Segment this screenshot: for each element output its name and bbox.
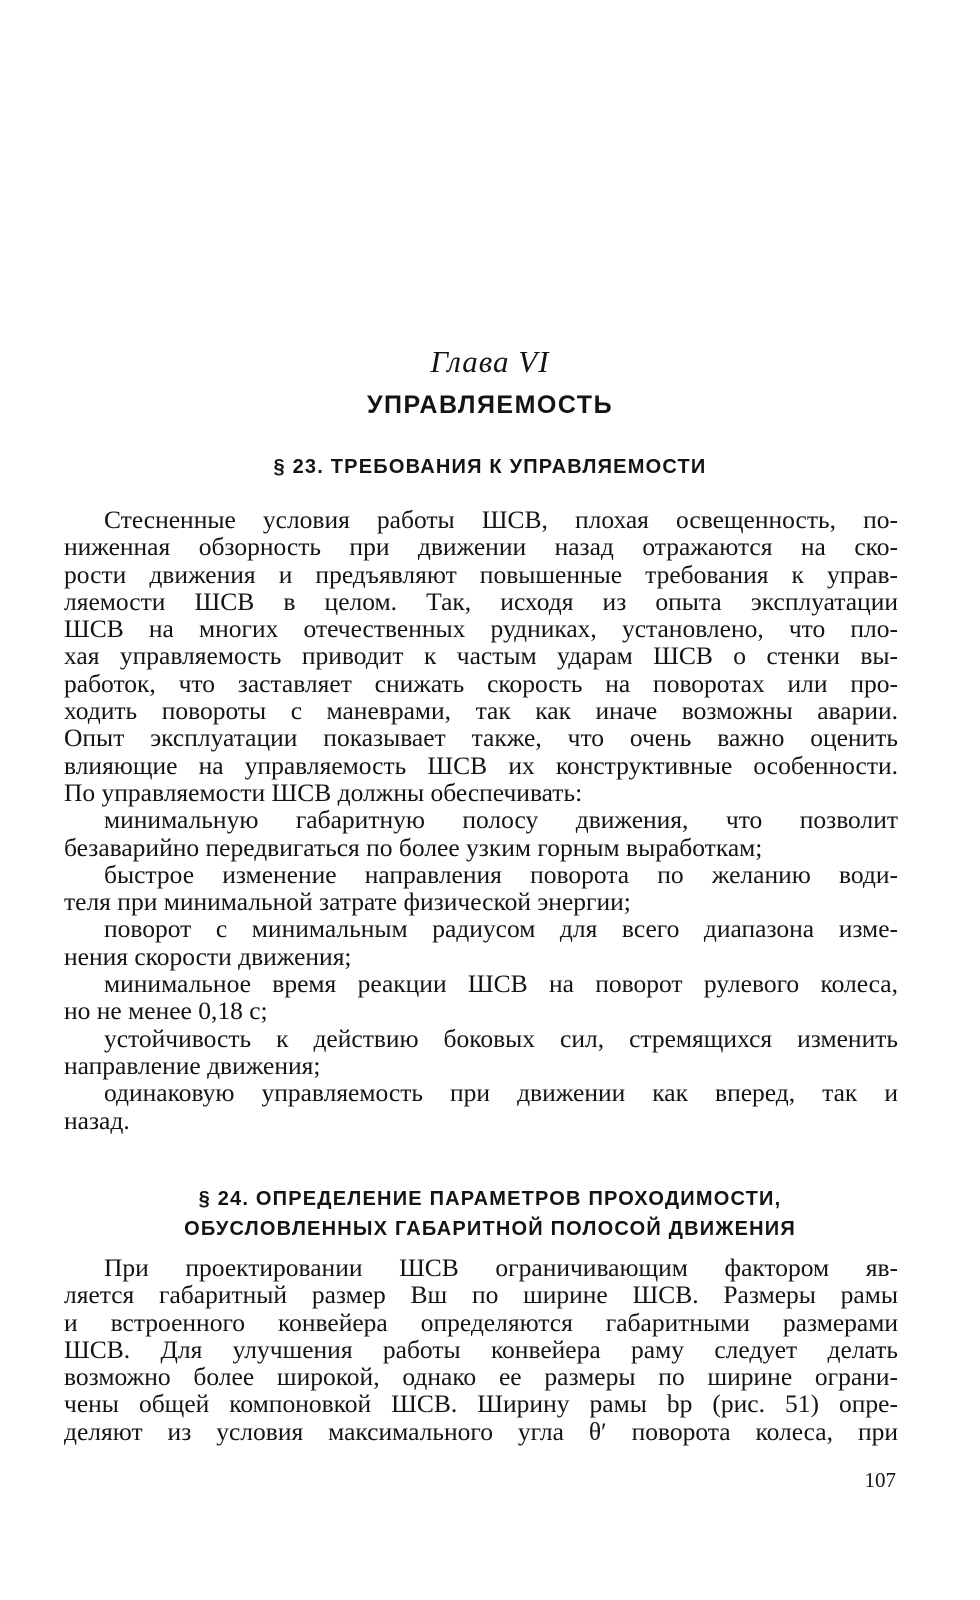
text-line: чены общей компоновкой ШСВ. Ширину рамы bр (рис. 51) опре- xyxy=(64,1389,898,1419)
list-item-line: назад. xyxy=(64,1105,130,1135)
text-line: ходить повороты с маневрами, так как иначе возможны аварии. xyxy=(64,696,898,726)
list-item-line: быстрое изменение направления поворота по желанию води- xyxy=(104,859,898,889)
text-line: По управляемости ШСВ должны обеспечивать: xyxy=(64,777,583,807)
text-line: деляют из условия максимального угла θ′ поворота колеса, при xyxy=(64,1416,898,1446)
list-item-line: безаварийно передвигаться по более узким горным выработкам; xyxy=(64,832,763,862)
text-line: ШСВ на многих отечественных рудниках, установлено, что пло- xyxy=(64,614,898,644)
text-line: влияющие на управляемость ШСВ их конструктивные особенности. xyxy=(64,750,898,780)
list-item-line: устойчивость к действию боковых сил, стремящихся изменить xyxy=(104,1023,898,1053)
section-24-heading-line1: § 24. ОПРЕДЕЛЕНИЕ ПАРАМЕТРОВ ПРОХОДИМОСТИ, xyxy=(198,1188,782,1210)
chapter-label: Глава VI xyxy=(430,344,550,379)
chapter-title: УПРАВЛЯЕМОСТЬ xyxy=(366,391,614,419)
text-line: При проектировании ШСВ ограничивающим фактором яв- xyxy=(104,1253,898,1282)
text-line: ШСВ. Для улучшения работы конвейера раму следует делать xyxy=(64,1334,898,1364)
section-23-heading: § 23. ТРЕБОВАНИЯ К УПРАВЛЯЕМОСТИ xyxy=(273,456,707,478)
list-item-line: минимальную габаритную полосу движения, что позволит xyxy=(104,805,898,835)
text-line: и встроенного конвейера определяются габаритными размерами xyxy=(64,1307,898,1337)
list-item-line: но не менее 0,18 с; xyxy=(64,996,268,1026)
section-24-body xyxy=(64,1254,898,1445)
text-line: работок, что заставляет снижать скорость на поворотах или про- xyxy=(64,668,898,698)
section-23-body xyxy=(64,506,898,1134)
page-number: 107 xyxy=(864,1468,896,1492)
section-24-heading-line2: ОБУСЛОВЛЕННЫХ ГАБАРИТНОЙ ПОЛОСОЙ ДВИЖЕНИЯ xyxy=(184,1218,796,1240)
text-line: Стесненные условия работы ШСВ, плохая освещенность, по- xyxy=(104,505,898,534)
list-item-line: поворот с минимальным радиусом для всего диапазона изме- xyxy=(104,914,898,944)
text-line: возможно более широкой, однако ее размеры по ширине ограни- xyxy=(64,1362,898,1392)
text-line: ниженная обзорность при движении назад отражаются на ско- xyxy=(64,532,898,562)
text-line: ляется габаритный размер Bш по ширине ШСВ. Размеры рамы xyxy=(64,1280,898,1310)
list-item-line: нения скорости движения; xyxy=(64,941,352,971)
section-24-heading xyxy=(0,1184,980,1244)
list-item-line: теля при минимальной затрате физической энергии; xyxy=(64,887,631,917)
text-line: хая управляемость приводит к частым ударам ШСВ о стенки вы- xyxy=(64,641,898,671)
list-item-line: минимальное время реакции ШСВ на поворот рулевого колеса, xyxy=(104,969,898,999)
list-item-line: направление движения; xyxy=(64,1050,321,1080)
list-item-line: одинаковую управляемость при движении как вперед, так и xyxy=(104,1078,898,1108)
text-line: ляемости ШСВ в целом. Так, исходя из опыта эксплуатации xyxy=(64,586,898,616)
text-line: рости движения и предъявляют повышенные требования к управ- xyxy=(64,559,898,589)
text-line: Опыт эксплуатации показывает также, что очень важно оценить xyxy=(64,723,898,753)
